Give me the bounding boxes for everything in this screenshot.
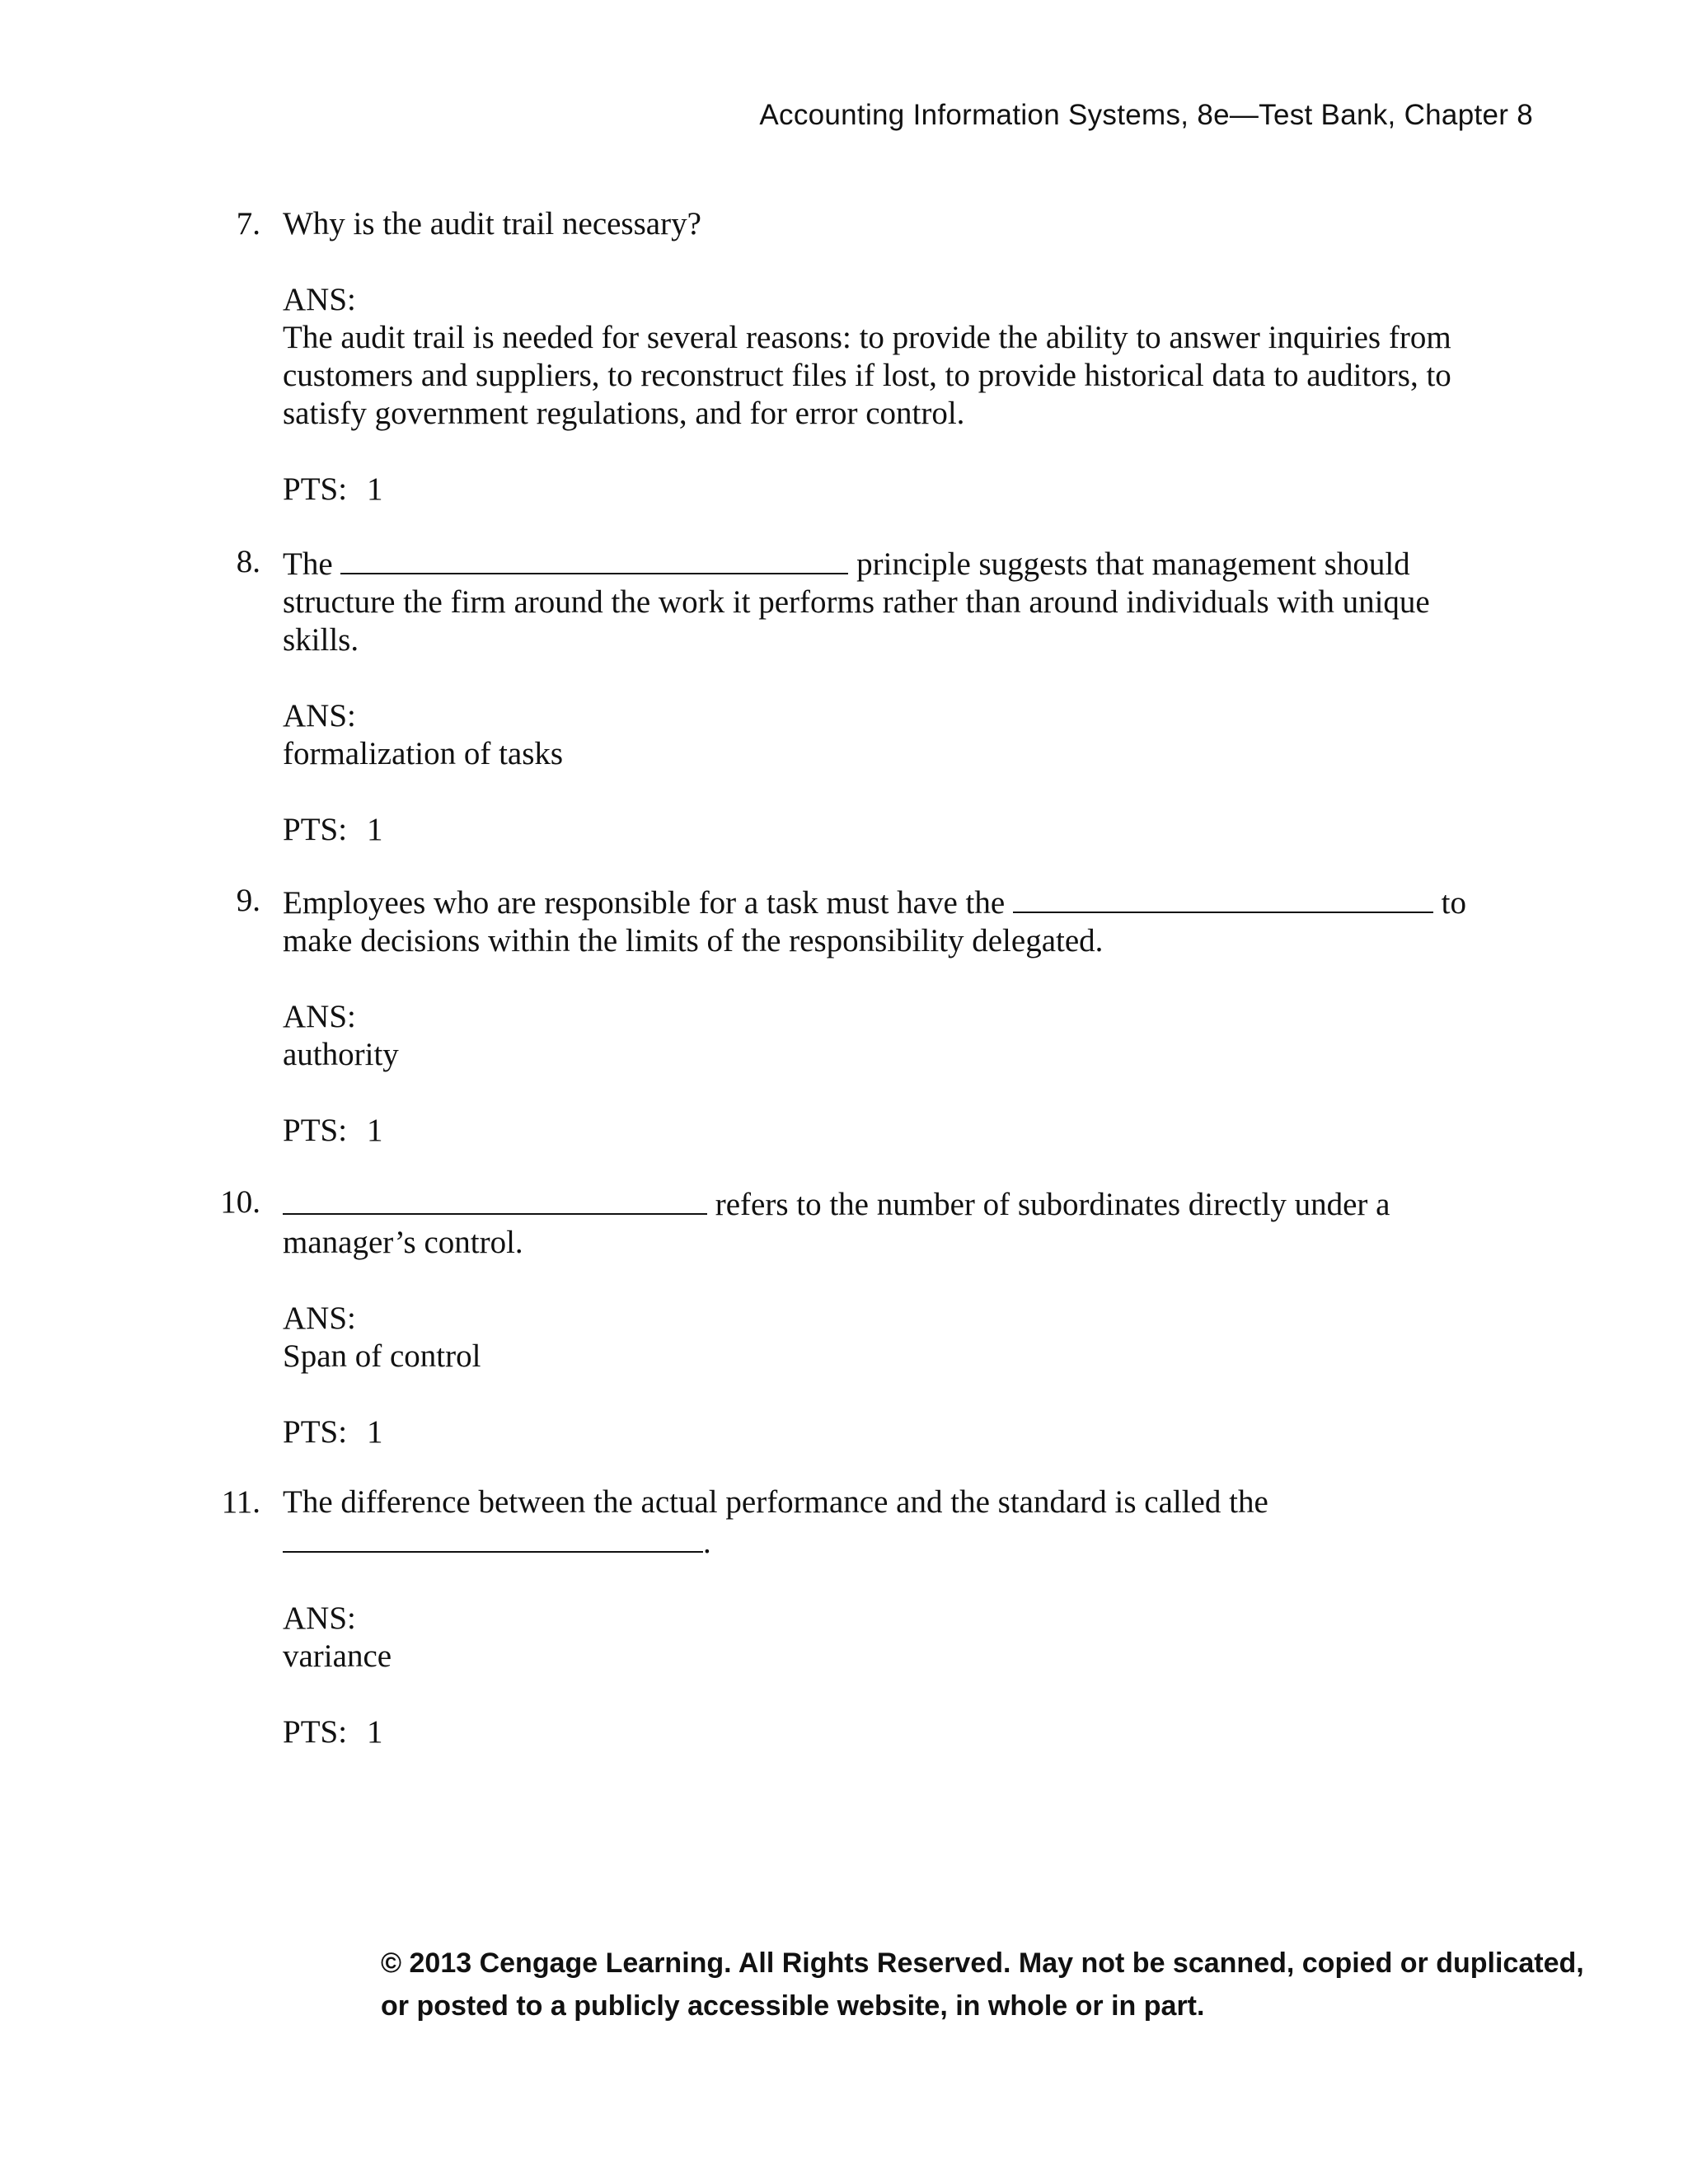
points-label: PTS: [283,1714,348,1750]
points-value: 1 [367,1714,383,1750]
points-label: PTS: [283,1414,348,1450]
question-text-before: The difference between the actual performance and the standard is called the [283,1484,1268,1520]
question-text-after: refers to the number of subordinates directly under a manager’s control. [283,1187,1390,1260]
question-number: 8. [236,544,260,579]
question-body [283,1183,1503,1451]
question-body [283,543,1503,849]
question-text-after: to make decisions within the limits of the responsibility delegated. [283,885,1467,958]
answer-label: ANS: [283,999,356,1034]
answer-blank [340,543,848,574]
points-line [283,1413,1503,1451]
points-line [283,471,1503,509]
answer-blank [1013,882,1433,913]
points-value: 1 [367,812,383,847]
question-number: 10. [220,1184,260,1220]
copyright-line-2: or posted to a publicly accessible website, in whole or in part. [381,1990,1205,2022]
copyright-line-1: © 2013 Cengage Learning. All Rights Reserved. May not be scanned, copied or duplicated, [381,1947,1584,1979]
question-text-after: principle suggests that management should structure the firm around the work it performs rather than around individuals with unique skills. [283,546,1430,658]
answer-blank [283,1183,707,1215]
answer-label: ANS: [283,282,356,317]
question-number: 7. [236,206,260,241]
question-text-after: . [703,1525,711,1560]
page-header: Accounting Information Systems, 8e—Test Bank, Chapter 8 [759,99,1533,131]
answer-blank [283,1521,703,1553]
points-line [283,811,1503,849]
question-number: 11. [221,1484,260,1520]
answer-label: ANS: [283,1301,356,1336]
answer-text: authority [283,1037,399,1072]
points-label: PTS: [283,812,348,847]
copyright-footer [381,1942,1584,2027]
answer-text: variance [283,1638,392,1674]
question-body [283,882,1503,1150]
question-text: Why is the audit trail necessary? [283,206,701,241]
answer-text: formalization of tasks [283,736,564,771]
points-value: 1 [367,1414,383,1450]
points-label: PTS: [283,471,348,507]
question-text-before: Employees who are responsible for a task must have the [283,885,1006,921]
points-line [283,1713,1503,1751]
points-line [283,1112,1503,1150]
question-text [283,882,1503,960]
answer-text: Span of control [283,1338,481,1374]
answer-label: ANS: [283,1601,356,1636]
question-number: 9. [236,883,260,918]
answer-label: ANS: [283,698,356,733]
question-text [283,1183,1503,1262]
answer-text: The audit trail is needed for several reasons: to provide the ability to answer inquiries from customers and suppliers, to reconstruct files if lost, to provide historical data to auditors, to satisfy government regulations, and for error control. [283,320,1451,431]
question-text-before: The [283,546,333,582]
question-body [283,205,1503,509]
question-body [283,1483,1503,1751]
question-text [283,543,1503,659]
points-label: PTS: [283,1113,348,1148]
points-value: 1 [367,471,383,507]
points-value: 1 [367,1113,383,1148]
question-text [283,1483,1503,1562]
